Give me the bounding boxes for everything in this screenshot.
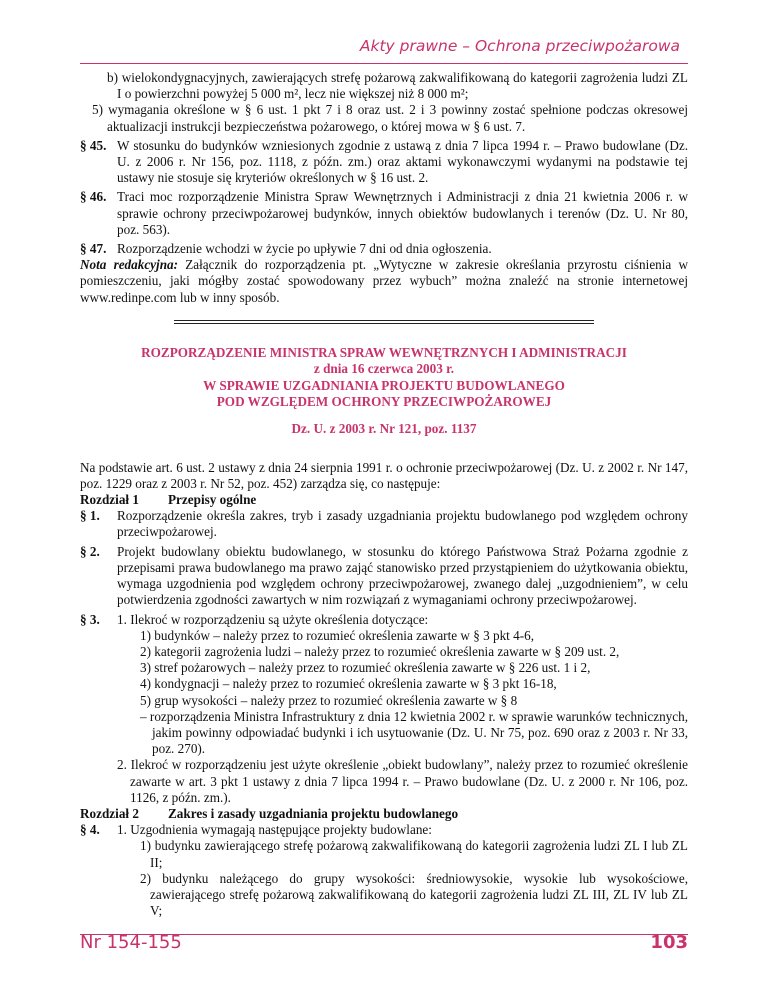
section-text: Rozporządzenie wchodzi w życie po upływie 7 dni od dnia ogłoszenia. — [117, 241, 492, 257]
chapter-2-heading: Rozdział 2 Zakres i zasady uzgadniania projektu budowlanego — [80, 805, 459, 821]
section-3-paragraph-2: 2. Ilekroć w rozporządzeniu jest użyte określenie „obiekt budowlany”, należy przez to rozumieć określenie zawarte w art. 3 pkt 1 ustawy z dnia 7 lipca 1994 r. – Prawo budowlane (Dz. U. z 2000 r. Nr 106, poz. 1126, z późn. zm.). — [117, 757, 688, 805]
header-rule — [80, 63, 688, 64]
editorial-note — [80, 257, 688, 306]
section-47 — [80, 241, 688, 257]
section-1: § 1. Rozporządzenie określa zakres, tryb i zasady uzgadniania projektu budowlanego pod względem ochrony przeciwpożarowej. — [80, 508, 688, 540]
page-number: 103 — [650, 932, 688, 953]
intro-item-b: b) wielokondygnacyjnych, zawierających strefę pożarową zakwalifikowaną do kategorii zagrożenia ludzi ZL I o powierzchni powyżej 5 000 m², lecz nie większej niż 8 000 m²; — [107, 70, 688, 102]
section-2: § 2. Projekt budowlany obiektu budowlanego, w stosunku do którego Państwowa Straż Pożarna zgodnie z przepisami prawa budowlanego ma prawo zająć stanowisko przed przystąpieniem do użytkowania obiektu, wymaga uzgodnienia pod względem ochrony przeciwpożarowej, zwanego dalej „uzgodnieniem”, w celu potwierdzenia zgodności zawartych w nim rozwiązań z wymaganiami ochrony przeciwpożarowej. — [80, 543, 688, 608]
double-separator — [174, 320, 594, 324]
list-item: 2) budynku należącego do grupy wysokości: średniowysokie, wysokie lub wysokościowe, zawierającego strefę pożarową zakwalifikowaną do kategorii zagrożenia ludzi ZL III, ZL IV lub ZL V; — [140, 870, 688, 919]
note-text: Załącznik do rozporządzenia pt. „Wytyczne w zakresie określania przyrostu ciśnienia w pomieszczeniu, jaki mógłby zostać spowodowany przez wybuch” można znaleźć na stronie internetowej www.redinpe.com lub w inny sposób. — [80, 257, 688, 305]
regulation-title: ROZPORZĄDZENIE MINISTRA SPRAW WEWNĘTRZNYCH I ADMINISTRACJI z dnia 16 czerwca 2003 r. W SPRAWIE UZGADNIANIA PROJEKTU BUDOWLANEGO POD WZGLĘDEM OCHRONY PRZECIWPOŻAROWEJ — [141, 344, 627, 410]
section-3: § 3. 1. Ilekroć w rozporządzeniu są użyte określenia dotyczące: — [80, 611, 429, 627]
journal-reference: Dz. U. z 2003 r. Nr 121, poz. 1137 — [291, 421, 477, 437]
note-label: Nota redakcyjna: — [80, 257, 179, 273]
preamble: Na podstawie art. 6 ust. 2 ustawy z dnia 24 sierpnia 1991 r. o ochronie przeciwpożarowej (Dz. U. z 2002 r. Nr 147, poz. 1229 oraz z 2003 r. Nr 52, poz. 452) zarządza się, co następuje: — [80, 459, 688, 491]
section-text: Traci moc rozporządzenie Ministra Spraw Wewnętrznych i Administracji z dnia 21 kwietnia 2006 r. w sprawie ochrony przeciwpożarowej budynków, innych obiektów budowlanych i terenów (Dz. U. Nr 80, poz. 563). — [117, 189, 688, 237]
list-item: 1) budynków – należy przez to rozumieć określenia zawarte w § 3 pkt 4-6, — [140, 627, 535, 643]
intro-item-5: 5) wymagania określone w § 6 ust. 1 pkt 7 i 8 oraz ust. 2 i 3 powinny zostać spełnione podczas okresowej aktualizacji instrukcji bezpieczeństwa pożarowego, o której mowa w § 6 ust. 7. — [92, 102, 688, 134]
section-45 — [80, 138, 688, 187]
chapter-1-heading: Rozdział 1 Przepisy ogólne — [80, 492, 257, 508]
dash-note: – rozporządzenia Ministra Infrastruktury z dnia 12 kwietnia 2002 r. w sprawie warunków technicznych, jakim powinny odpowiadać budynki i ich usytuowanie (Dz. U. Nr 75, poz. 690 oraz z 2003 r. Nr 33, poz. 270). — [140, 708, 688, 757]
list-item: 5) grup wysokości – należy przez to rozumieć określenia zawarte w § 8 — [140, 692, 518, 708]
issue-number: Nr 154-155 — [80, 932, 182, 953]
page-content — [80, 70, 688, 919]
running-header: Akty prawne – Ochrona przeciwpożarowa — [359, 37, 680, 55]
list-item: 3) stref pożarowych – należy przez to rozumieć określenia zawarte w § 226 ust. 1 i 2, — [140, 660, 591, 676]
section-46 — [80, 189, 688, 238]
section-number: § 46. — [80, 189, 107, 205]
section-text: W stosunku do budynków wzniesionych zgodnie z ustawą z dnia 7 lipca 1994 r. – Prawo budowlane (Dz. U. z 2006 r. Nr 156, poz. 1118, z późn. zm.) oraz aktami wykonawczymi wydanymi na podstawie tej ustawy nie stosuje się kryteriów określonych w § 16 ust. 2. — [117, 137, 688, 186]
list-item: 4) kondygnacji – należy przez to rozumieć określenia zawarte w § 3 pkt 16-18, — [140, 676, 557, 692]
section-4: § 4. 1. Uzgodnienia wymagają następujące projekty budowlane: — [80, 822, 432, 838]
list-item: 1) budynku zawierającego strefę pożarową zakwalifikowaną do kategorii zagrożenia ludzi ZL I lub ZL II; — [140, 838, 688, 870]
list-item: 2) kategorii zagrożenia ludzi – należy przez to rozumieć określenia zawarte w § 209 ust. 2, — [140, 643, 620, 659]
section-number: § 47. — [80, 241, 107, 257]
section-number: § 45. — [80, 137, 107, 153]
